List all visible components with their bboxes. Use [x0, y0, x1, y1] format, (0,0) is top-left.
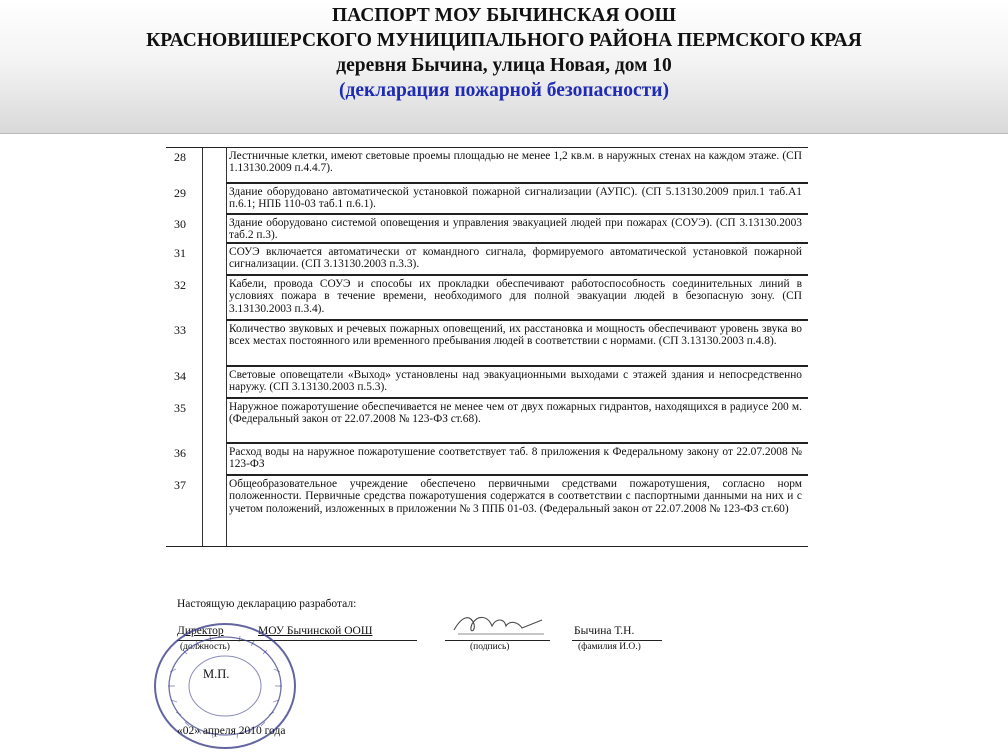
table-row	[166, 276, 808, 319]
table-row	[166, 444, 808, 474]
row-text: Количество звуковых и речевых пожарных оповещений, их расстановка и мощность обеспечивают уровень звука во всех местах постоянного или временного пребывания людей в соответствии с нормами. (СП 3.13130.2003 п.4.8).	[229, 323, 802, 348]
row-number: 31	[174, 246, 186, 260]
table-row	[166, 367, 808, 397]
row-text: СОУЭ включается автоматически от командного сигнала, формируемого автоматической установкой пожарной сигнализации. (СП 3.13130.2003 п.3.3).	[229, 246, 802, 271]
row-number: 33	[174, 323, 186, 337]
table-row	[166, 476, 808, 546]
signature-caption: (подпись)	[470, 642, 510, 652]
signature-scribble	[448, 610, 548, 642]
row-number: 34	[174, 369, 186, 383]
row-text: Световые оповещатели «Выход» установлены над эвакуационными выходами с этажей здания и непосредственно наружу. (СП 3.13130.2003 п.5.3).	[229, 369, 802, 394]
row-number: 32	[174, 278, 186, 292]
table-border	[166, 546, 808, 547]
row-number: 28	[174, 150, 186, 164]
position-caption: (должность)	[180, 642, 230, 652]
row-text: Наружное пожаротушение обеспечивается не менее чем от двух пожарных гидрантов, находящихся в радиусе 200 м. (Федеральный закон от 22.07.2008 № 123-ФЗ ст.68).	[229, 401, 802, 426]
row-text: Здание оборудовано автоматической установкой пожарной сигнализации (АУПС). (СП 5.13130.2009 прил.1 таб.А1 п.6.1; НПБ 110-03 таб.1 п.6.1).	[229, 186, 802, 211]
address: деревня Бычина, улица Новая, дом 10	[336, 55, 672, 76]
signer-name: Бычина Т.Н.	[574, 625, 635, 637]
region-title: КРАСНОВИШЕРСКОГО МУНИЦИПАЛЬНОГО РАЙОНА ПЕРМСКОГО КРАЯ	[146, 30, 862, 51]
table-row	[166, 399, 808, 442]
table-row	[166, 321, 808, 365]
header-banner	[0, 0, 1008, 134]
row-text: Здание оборудовано системой оповещения и управления эвакуацией людей при пожарах (СОУЭ). (СП 3.13130.2003 таб.2 п.3).	[229, 217, 802, 242]
table-row	[166, 148, 808, 182]
signature-line	[445, 640, 550, 641]
table-row	[166, 215, 808, 242]
table-row	[166, 244, 808, 274]
stamp-label: М.П.	[203, 667, 230, 681]
row-number: 30	[174, 217, 186, 231]
row-text: Кабели, провода СОУЭ и способы их прокладки обеспечивают работоспособность соединительных линий в условиях пожара в течение времени, необходимого для полной эвакуации людей в безопасную зону. (СП 3.13130.2003 п.3.4).	[229, 278, 802, 315]
signer-position: Директор	[177, 625, 224, 637]
name-caption: (фамилия И.О.)	[578, 642, 641, 652]
declaration-table	[166, 147, 808, 547]
row-number: 36	[174, 446, 186, 460]
passport-title: ПАСПОРТ МОУ БЫЧИНСКАЯ ООШ	[331, 5, 677, 26]
signer-organization: МОУ Бычинской ООШ	[258, 625, 373, 637]
signature-intro: Настоящую декларацию разработал:	[177, 598, 357, 610]
row-text: Лестничные клетки, имеют световые проемы площадью не менее 1,2 кв.м. в наружных стенах на каждом этаже. (СП 1.13130.2009 п.4.4.7).	[229, 150, 802, 175]
table-row	[166, 184, 808, 213]
declaration-date: «02» апреля 2010 года	[177, 725, 286, 737]
row-text: Расход воды на наружное пожаротушение соответствует таб. 8 приложения к Федеральному закону от 22.07.2008 № 123-ФЗ	[229, 446, 802, 471]
row-number: 29	[174, 186, 186, 200]
row-number: 37	[174, 478, 186, 492]
row-text: Общеобразовательное учреждение обеспечено первичными средствами пожаротушения, согласно норм положенности. Первичные средства пожаротушения содержатся в соответствии с паспортными данными на них и с учетом положений, изложенных в приложении № 3 ППБ 01-03. (Федеральный закон от 22.07.2008 № 123-ФЗ ст.60)	[229, 478, 802, 515]
row-number: 35	[174, 401, 186, 415]
declaration-subtitle: (декларация пожарной безопасности)	[339, 80, 669, 101]
name-line	[572, 640, 662, 641]
